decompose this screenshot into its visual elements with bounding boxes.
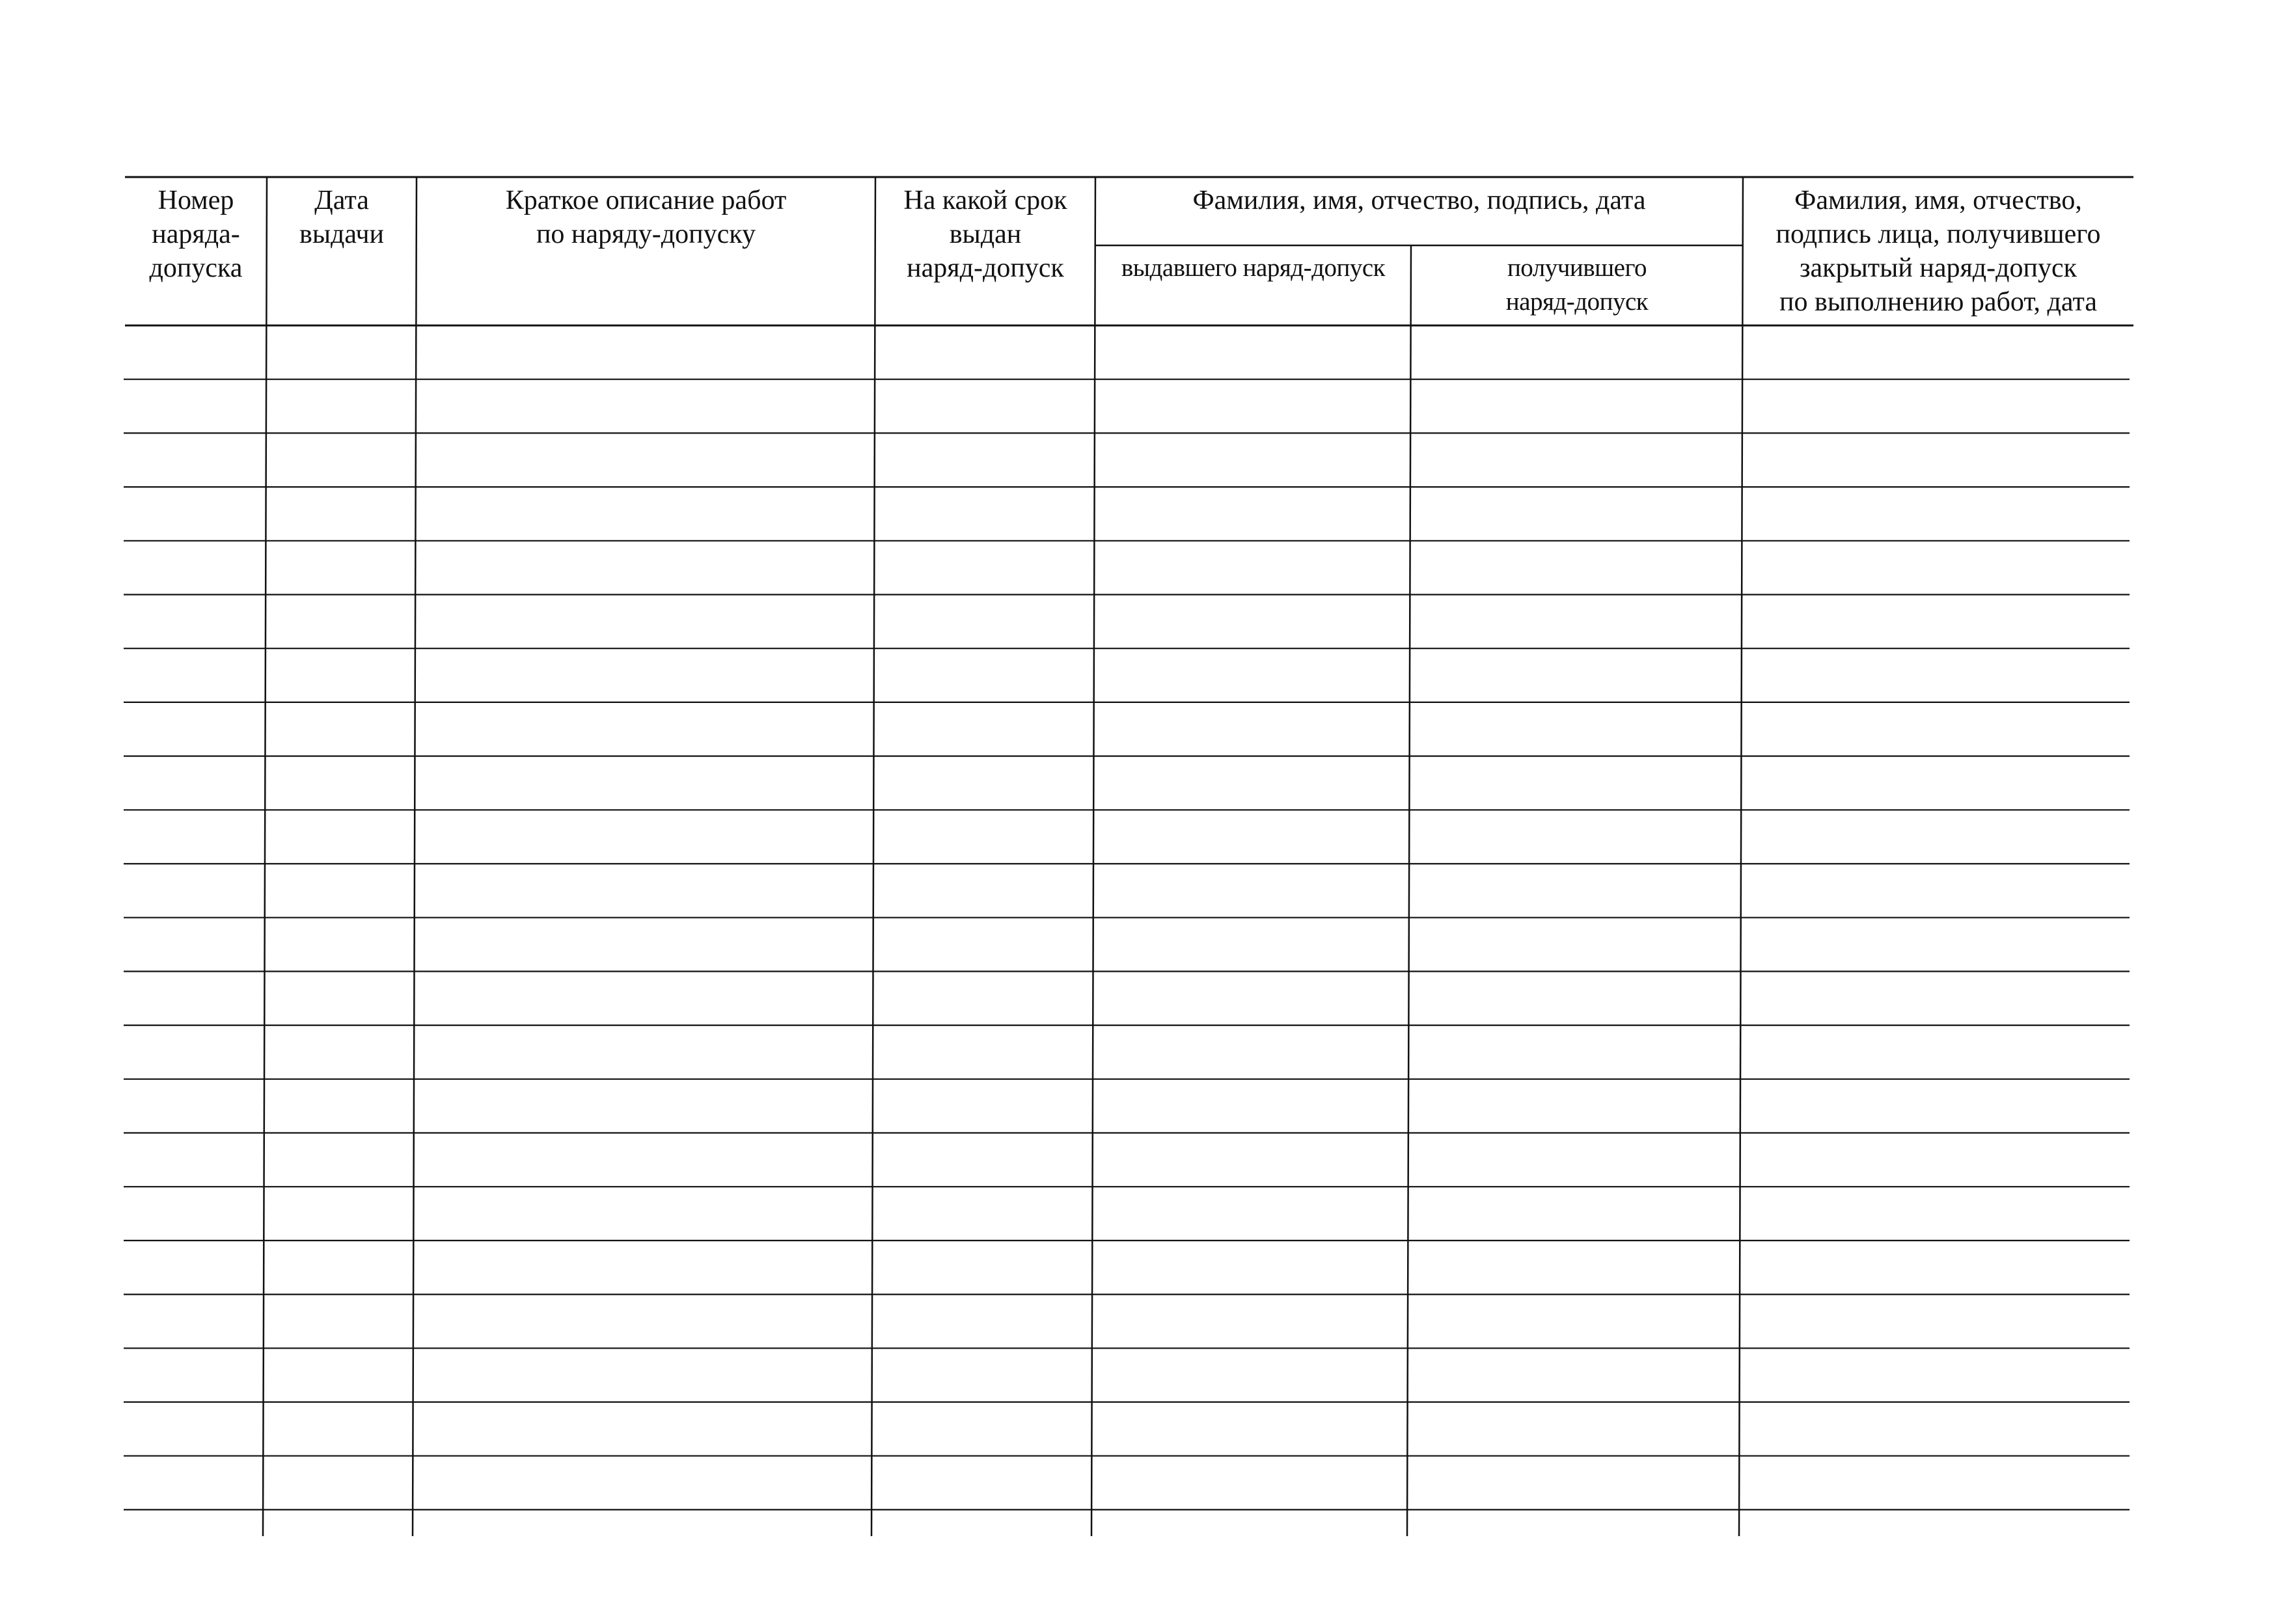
column-divider — [871, 177, 875, 1536]
column-divider — [1091, 177, 1095, 1536]
column-divider — [263, 177, 267, 1536]
header-signatures-group: Фамилия, имя, отчество, подпись, дата — [1192, 186, 1646, 215]
column-divider — [1739, 177, 1743, 1536]
header-validity-period: На какой срок выдан наряд-допуск — [903, 186, 1067, 283]
header-receiver: получившего наряд-допуск — [1505, 254, 1649, 316]
header-permit-number: Номер наряда- допуска — [149, 186, 243, 283]
header-issue-date: Дата выдачи — [299, 186, 384, 249]
header-work-description: Краткое описание работ по наряду-допуску — [505, 186, 787, 249]
header-closed-permit-recipient: Фамилия, имя, отчество, подпись лица, получившего закрытый наряд-допуск по выполнению работ, дата — [1775, 186, 2101, 317]
header-issuer: выдавшего наряд-допуск — [1121, 254, 1386, 282]
column-divider — [413, 177, 417, 1536]
subcolumn-divider — [1407, 245, 1411, 1536]
